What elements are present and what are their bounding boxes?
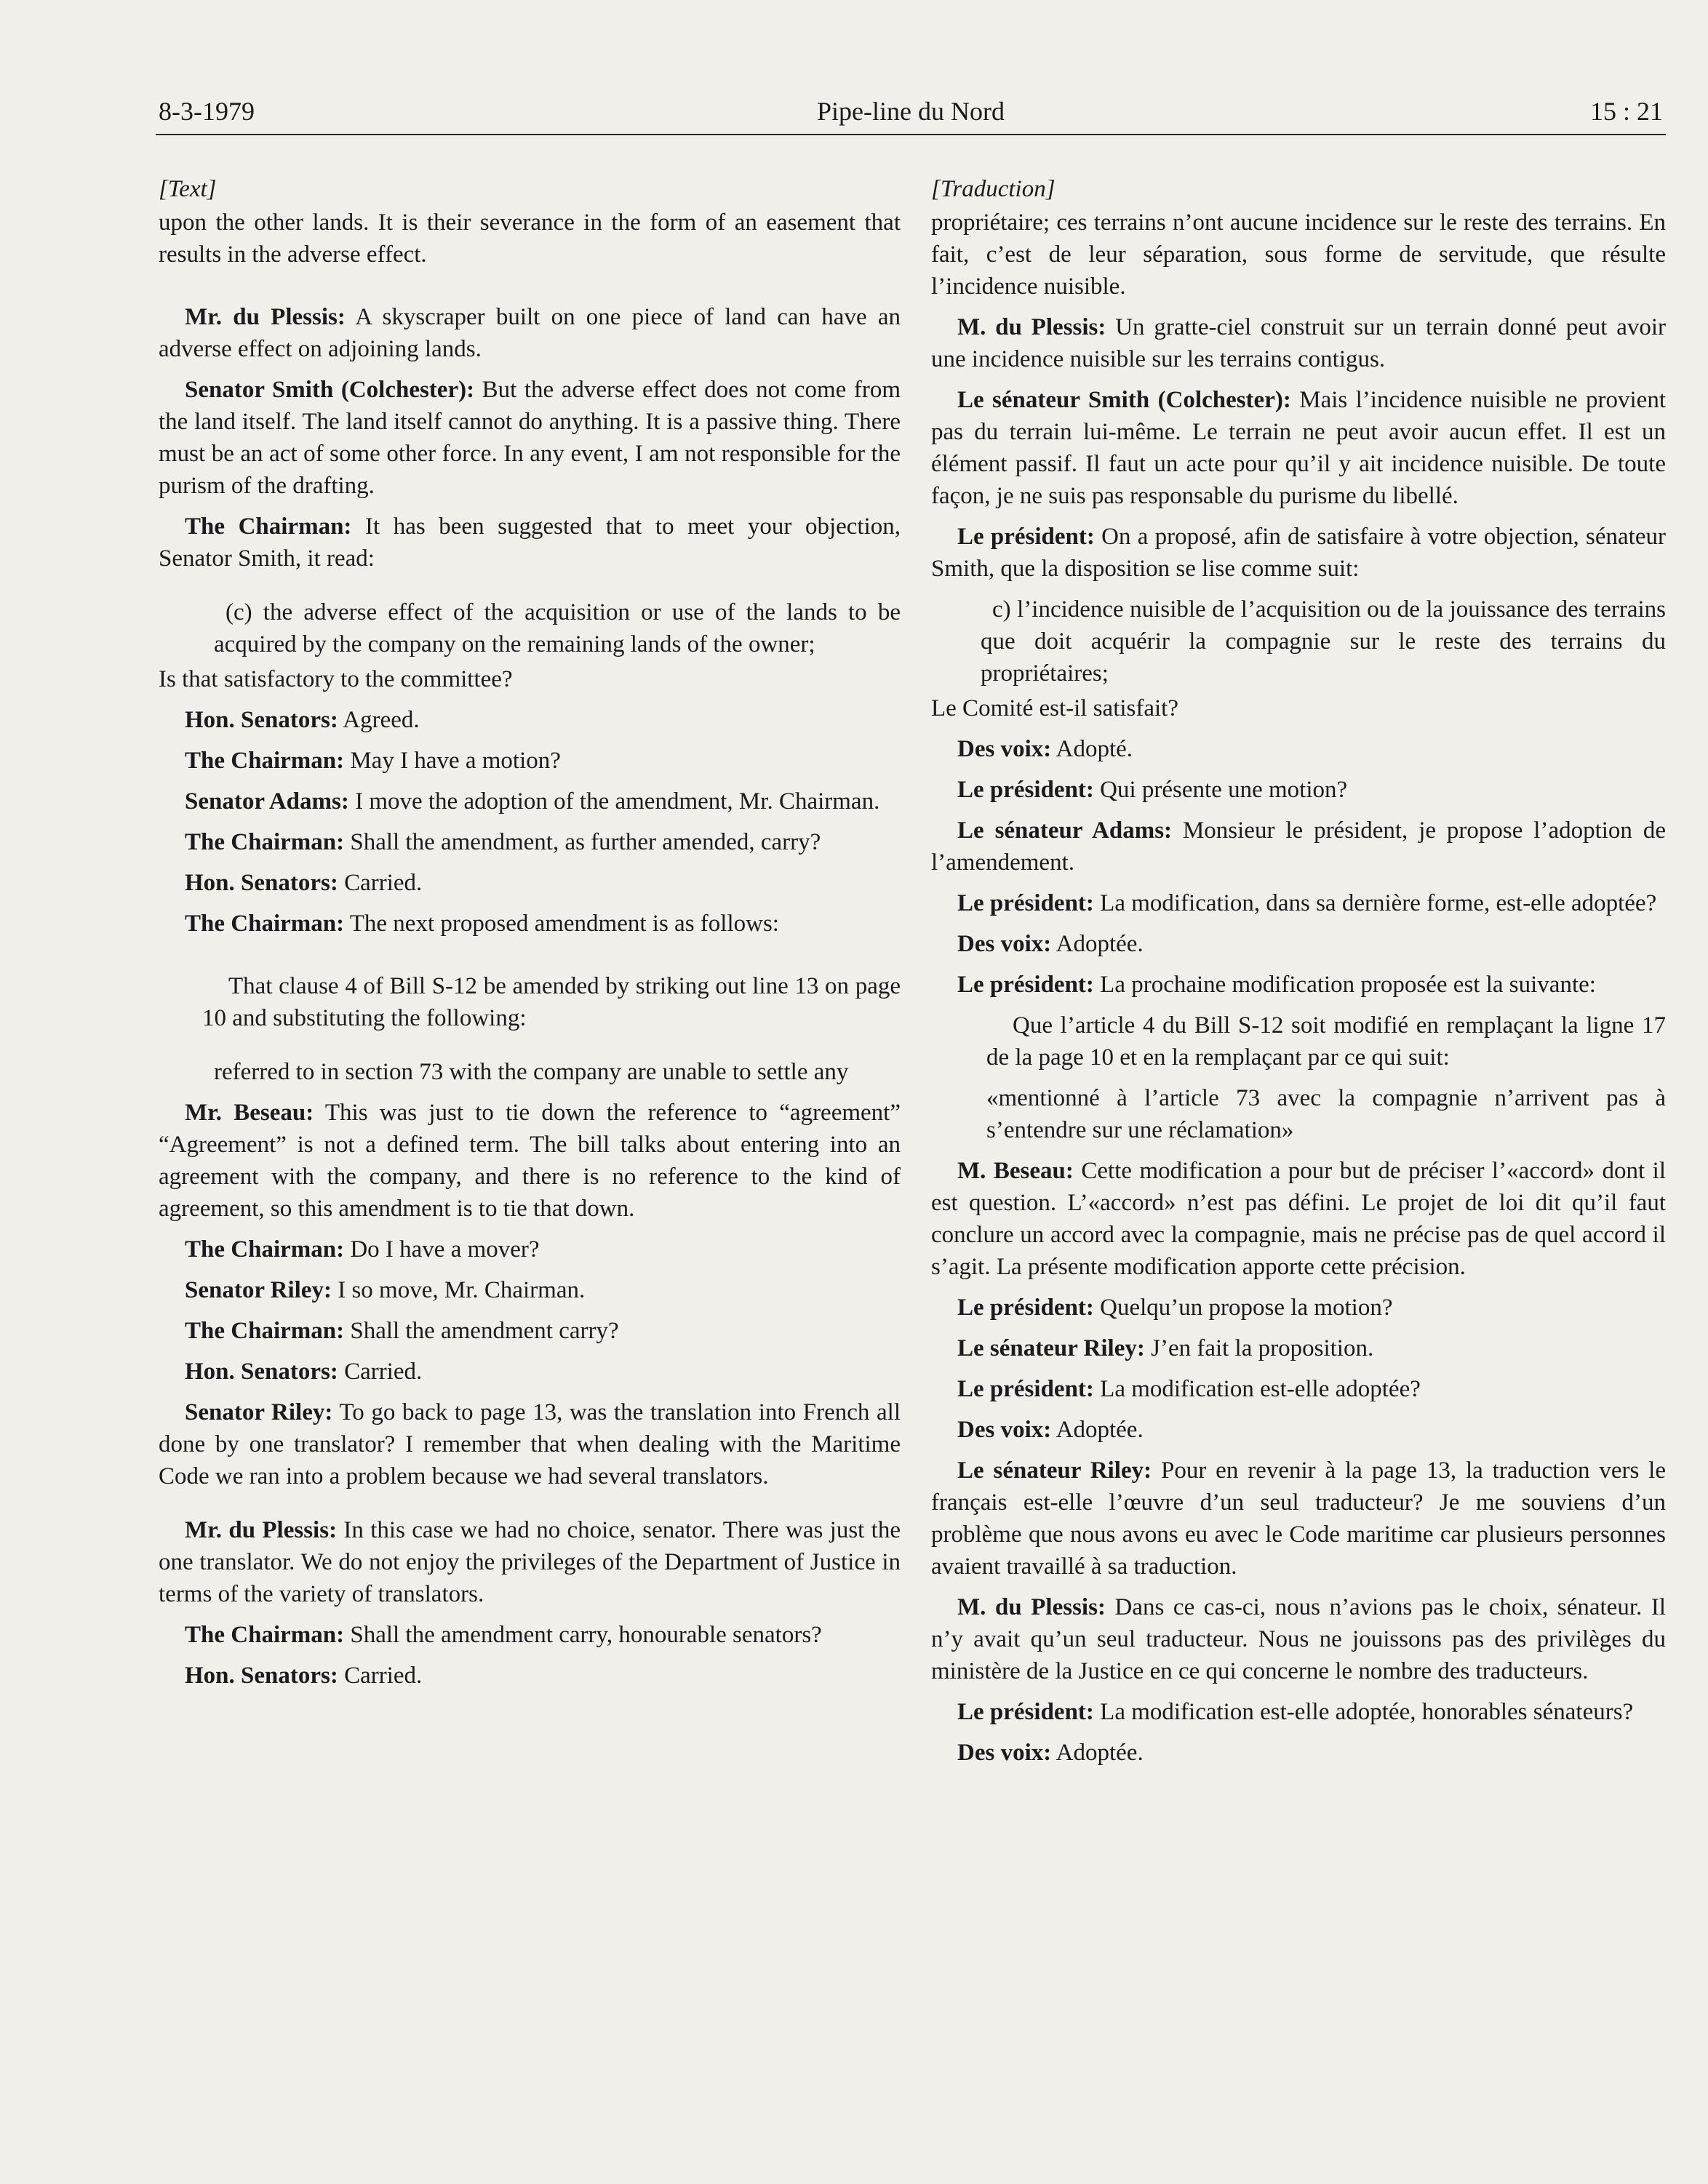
speech-text: La modification est-elle adoptée? [1093,1376,1421,1402]
speaker-name: M. du Plessis: [957,314,1106,340]
speaker-name: Le président: [957,1376,1094,1402]
speech-text: This was just to tie down the reference to “agreement” “Agreement” is not a defined term. The bill talks about entering into an agreement with the company, and there is no reference to the kind of agreement, so this amendment is to tie that down. [159,1100,901,1222]
paragraph: Is that satisfactory to the committee? [159,666,513,692]
speaker-paragraph [159,785,901,817]
column-label: [Traduction] [931,176,1055,202]
speaker-name: Le président: [957,777,1094,803]
speaker-paragraph [931,1373,1666,1405]
speech-text: A skyscraper built on one piece of land can have an adverse effect on adjoining lands. [159,304,901,362]
speaker-paragraph [931,928,1666,960]
speaker-paragraph [931,969,1666,1001]
speaker-name: The Chairman: [185,748,345,774]
quoted-amendment: That clause 4 of Bill S-12 be amended by striking out line 13 on page 10 and substituting the following: [202,973,901,1031]
speech-text: Shall the amendment carry? [344,1318,619,1344]
header-date: 8-3-1979 [159,97,255,126]
speech-text: It has been suggested that to meet your objection, Senator Smith, it read: [159,513,901,572]
speech-text: May I have a motion? [344,748,561,774]
speaker-paragraph [159,1660,901,1692]
speaker-name: Mr. du Plessis: [185,304,346,330]
speech-text: To go back to page 13, was the translation into French all done by one translator? I remember that when dealing with the Maritime Code we ran into a problem because we had several translators. [159,1399,901,1489]
speech-text: I move the adoption of the amendment, Mr. Chairman. [348,788,880,815]
speaker-paragraph [159,745,901,777]
speaker-paragraph [159,1396,901,1492]
speaker-name: Le sénateur Smith (Colchester): [957,387,1291,413]
speech-text: Adoptée. [1051,1417,1144,1443]
speaker-paragraph [159,1233,901,1265]
speech-text: Mais l’incidence nuisible ne provient pas du terrain lui-même. Le terrain ne peut avoir aucun effet. Il est un élément passif. Il faut un acte pour qu’il y ait incidence nuisible. De toute façon, je ne suis pas responsable du purisme du libellé. [931,387,1666,509]
paragraph: Le Comité est-il satisfait? [931,695,1178,721]
speaker-name: Des voix: [957,1740,1052,1766]
speaker-name: Le sénateur Riley: [957,1335,1145,1361]
header-rule [156,134,1666,135]
speaker-paragraph [931,1696,1666,1728]
speaker-paragraph [931,774,1666,806]
speaker-name: Des voix: [957,1417,1052,1443]
quoted-text: «mentionné à l’article 73 avec la compagnie n’arrivent pas à s’entendre sur une réclamation» [986,1085,1666,1143]
speaker-name: Mr. Beseau: [185,1100,314,1126]
speech-text: But the adverse effect does not come from the land itself. The land itself cannot do anything. It is a passive thing. There must be an act of some other force. In any event, I am not responsible for the purism of the drafting. [159,377,901,499]
column-label: [Text] [159,176,217,202]
speaker-name: The Chairman: [185,1622,345,1648]
speaker-name: Le président: [957,1699,1094,1725]
speech-text: Pour en revenir à la page 13, la traduction vers le français est-elle l’œuvre d’un seul traducteur? Je me souviens d’un problème que nous avons eu avec le Code maritime car plusieurs personnes avaient travaillé à sa traduction. [931,1457,1666,1580]
speaker-paragraph [159,511,901,575]
speech-text: Shall the amendment, as further amended, carry? [344,829,821,855]
speaker-paragraph [931,1414,1666,1446]
speaker-paragraph [931,733,1666,765]
quoted-amendment: Que l’article 4 du Bill S-12 soit modifié en remplaçant la ligne 17 de la page 10 et en la remplaçant par ce qui suit: [986,1012,1666,1071]
speaker-name: Hon. Senators: [185,870,338,896]
speech-text: Un gratte-ciel construit sur un terrain donné peut avoir une incidence nuisible sur les terrains contigus. [931,314,1667,372]
quoted-clause: c) l’incidence nuisible de l’acquisition ou de la jouissance des terrains que doit acquérir la compagnie sur le reste des terrains du propriétaires; [981,596,1666,687]
speaker-paragraph [159,1097,901,1225]
speaker-paragraph [931,815,1666,879]
speech-text: La modification est-elle adoptée, honorables sénateurs? [1093,1699,1634,1725]
speaker-paragraph [931,1455,1666,1583]
french-column [931,173,1666,1777]
speaker-name: Le président: [957,890,1094,916]
speaker-paragraph [159,1315,901,1347]
speaker-name: The Chairman: [185,829,345,855]
speech-text: J’en fait la proposition. [1144,1335,1374,1361]
speaker-name: Des voix: [957,931,1052,957]
speaker-paragraph [159,1514,901,1610]
speaker-paragraph [931,1737,1666,1769]
speaker-paragraph [931,887,1666,919]
speech-text: On a proposé, afin de satisfaire à votre objection, sénateur Smith, que la disposition se lise comme suit: [931,524,1666,582]
speech-text: Shall the amendment carry, honourable senators? [344,1622,822,1648]
quoted-clause: (c) the adverse effect of the acquisition or use of the lands to be acquired by the company on the remaining lands of the owner; [214,599,901,657]
speaker-paragraph [931,521,1666,585]
speaker-paragraph [159,1356,901,1388]
speech-text: Carried. [338,870,423,896]
speaker-paragraph [931,1155,1666,1283]
speaker-paragraph [931,1591,1666,1687]
speaker-name: The Chairman: [185,513,352,540]
speaker-paragraph [931,1332,1666,1364]
paragraph: upon the other lands. It is their severance in the form of an easement that results in the adverse effect. [159,209,901,268]
speaker-name: Le président: [957,1295,1094,1321]
page-header [159,96,1663,131]
speaker-name: Hon. Senators: [185,1359,338,1385]
speech-text: Dans ce cas-ci, nous n’avions pas le choix, sénateur. Il n’y avait qu’un seul traducteur. Nous ne jouissons pas des privilèges du ministère de la Justice en ce qui concerne le nombre des traducteurs. [931,1594,1666,1684]
paragraph: propriétaire; ces terrains n’ont aucune incidence sur le reste des terrains. En fait, c’est de leur séparation, sous forme de servitude, que résulte l’incidence nuisible. [931,209,1666,300]
speech-text: Carried. [338,1663,423,1689]
speaker-paragraph [159,1274,901,1306]
speech-text: Adopté. [1051,736,1133,762]
speaker-name: Le président: [957,972,1094,998]
speech-text: I so move, Mr. Chairman. [331,1277,586,1303]
speech-text: La modification, dans sa dernière forme, est-elle adoptée? [1093,890,1657,916]
speaker-paragraph [159,301,901,365]
speaker-name: Senator Adams: [185,788,349,815]
speaker-name: M. du Plessis: [957,1594,1106,1620]
speaker-name: Des voix: [957,736,1052,762]
speaker-paragraph [159,826,901,858]
speech-text: Carried. [338,1359,423,1385]
speaker-paragraph [159,867,901,899]
speaker-name: Le sénateur Adams: [957,817,1173,844]
speech-text: Agreed. [338,707,420,733]
speaker-name: The Chairman: [185,1318,345,1344]
speaker-name: Hon. Senators: [185,707,338,733]
speaker-name: Hon. Senators: [185,1663,338,1689]
speaker-name: M. Beseau: [957,1158,1074,1184]
speech-text: La prochaine modification proposée est la suivante: [1093,972,1596,998]
speaker-paragraph [931,1292,1666,1324]
speaker-name: The Chairman: [185,911,345,937]
speaker-name: Senator Riley: [185,1399,333,1425]
speaker-paragraph [159,704,901,736]
header-page-number: 15 : 21 [1589,97,1663,126]
speaker-paragraph [159,908,901,940]
speaker-paragraph [159,374,901,502]
speech-text: Quelqu’un propose la motion? [1093,1295,1393,1321]
speech-text: Do I have a mover? [344,1236,540,1263]
speaker-paragraph [931,384,1666,512]
speaker-name: Senator Riley: [185,1277,332,1303]
header-title: Pipe-line du Nord [817,97,1005,126]
speech-text: In this case we had no choice, senator. There was just the one translator. We do not enjoy the privileges of the Department of Justice in terms of the variety of translators. [159,1517,901,1607]
speech-text: Cette modification a pour but de préciser l’«accord» dont il est question. L’«accord» n’est pas défini. Le projet de loi dit qu’il faut conclure un accord avec la compagnie, mais ne précise pas de quel accord il s’agit. La présente modification apporte cette précision. [931,1158,1666,1280]
speaker-name: The Chairman: [185,1236,345,1263]
speech-text: Adoptée. [1051,1740,1144,1766]
speech-text: Qui présente une motion? [1093,777,1348,803]
speech-text: Adoptée. [1051,931,1144,957]
speech-text: Monsieur le président, je propose l’adoption de l’amendement. [931,817,1666,876]
english-column [159,173,901,1700]
speaker-paragraph [931,311,1666,375]
speech-text: The next proposed amendment is as follows: [344,911,779,937]
quoted-text: referred to in section 73 with the company are unable to settle any [214,1059,849,1085]
speaker-name: Le sénateur Riley: [957,1457,1152,1484]
speaker-paragraph [159,1619,901,1651]
speaker-name: Senator Smith (Colchester): [185,377,475,403]
speaker-name: Le président: [957,524,1095,550]
speaker-name: Mr. du Plessis: [185,1517,338,1543]
